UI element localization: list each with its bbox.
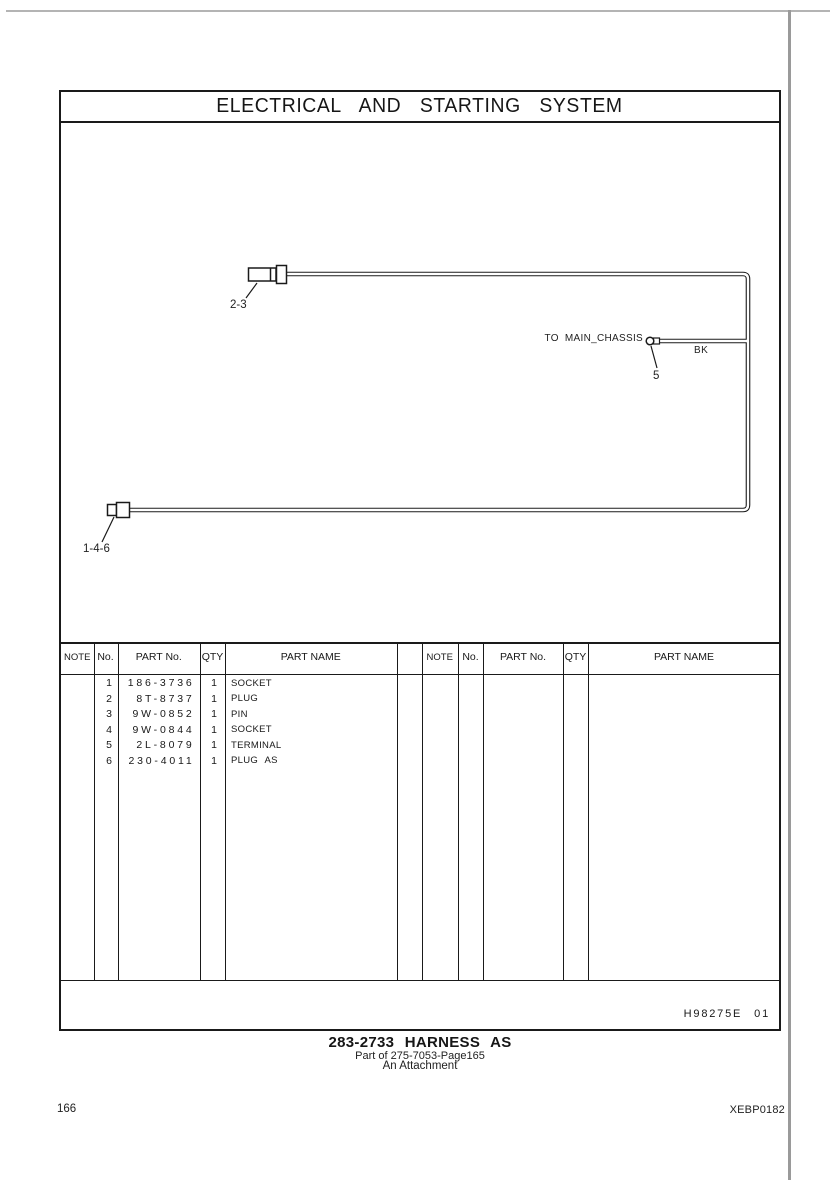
right-table-left-edge: [422, 642, 423, 980]
header-no-right: No.: [462, 651, 479, 663]
row-part-name: PLUG AS: [231, 755, 278, 766]
header-partno-left: PART No.: [135, 651, 182, 663]
callout-connector-bottom: 1-4-6: [83, 543, 110, 555]
column-divider: [588, 642, 589, 980]
header-note-left: NOTE: [64, 652, 91, 663]
left-table-right-edge: [397, 642, 398, 980]
connector-top: [249, 266, 287, 284]
label-terminal-destination: TO MAIN_CHASSIS: [544, 332, 643, 344]
connector-bottom: [108, 503, 130, 518]
attachment-note: An Attachment: [382, 1059, 458, 1072]
row-part-no: 8T-8737: [136, 692, 195, 705]
drawing-number-block: [600, 1008, 770, 1020]
leader-lines: [102, 283, 660, 542]
row-qty: 1: [211, 708, 217, 720]
label-wire-color: BK: [694, 345, 709, 356]
row-part-no: 230-4011: [128, 754, 195, 767]
header-partname-right: PART NAME: [653, 651, 715, 663]
header-qty-left: QTY: [201, 651, 224, 663]
document-code: XEBP0182: [729, 1103, 785, 1116]
header-partname-left: PART NAME: [280, 651, 341, 663]
row-qty: 1: [211, 692, 217, 705]
row-part-name: PLUG: [231, 693, 259, 704]
row-no: 5: [106, 739, 112, 751]
row-no: 4: [106, 723, 112, 736]
row-part-no: 9W-0852: [132, 708, 195, 720]
header-no-left: No.: [97, 651, 114, 663]
assembly-reference: Part of 275-7053-Page165: [355, 1049, 485, 1062]
drawing-number: H98275E: [683, 1008, 743, 1020]
row-part-name: SOCKET: [231, 677, 272, 689]
row-part-no: 2L-8079: [136, 739, 195, 751]
column-divider: [563, 642, 564, 980]
row-no: 2: [106, 692, 112, 705]
row-no: 6: [106, 754, 112, 767]
row-part-name: PIN: [231, 708, 248, 720]
row-part-name: SOCKET: [231, 724, 272, 735]
row-qty: 1: [211, 723, 217, 736]
row-part-no: 186-3736: [127, 677, 195, 689]
table-body-bottom-line: [61, 980, 779, 982]
row-no: 1: [106, 677, 112, 689]
row-qty: 1: [211, 754, 217, 767]
table-header-bottom-line: [61, 674, 779, 676]
header-note-right: NOTE: [426, 652, 453, 663]
header-qty-right: QTY: [564, 651, 587, 663]
header-partno-right: PART No.: [499, 651, 547, 663]
drawing-revision: 01: [754, 1008, 770, 1020]
column-divider: [483, 642, 484, 980]
page-title: ELECTRICAL AND STARTING SYSTEM: [216, 94, 623, 117]
column-divider: [225, 642, 226, 980]
row-part-name: TERMINAL: [231, 739, 282, 751]
ring-terminal: [646, 337, 659, 345]
row-qty: 1: [211, 677, 217, 689]
page-number: 166: [57, 1103, 77, 1115]
row-no: 3: [106, 708, 112, 720]
row-qty: 1: [211, 739, 217, 751]
assembly-title: 283-2733 HARNESS AS: [328, 1034, 512, 1051]
wire-main: [130, 274, 748, 510]
row-part-no: 9W-0844: [132, 723, 195, 736]
column-divider: [458, 642, 459, 980]
table-header-top-line: [61, 642, 779, 644]
callout-terminal: 5: [653, 370, 660, 382]
callout-connector-top: 2-3: [230, 299, 247, 311]
